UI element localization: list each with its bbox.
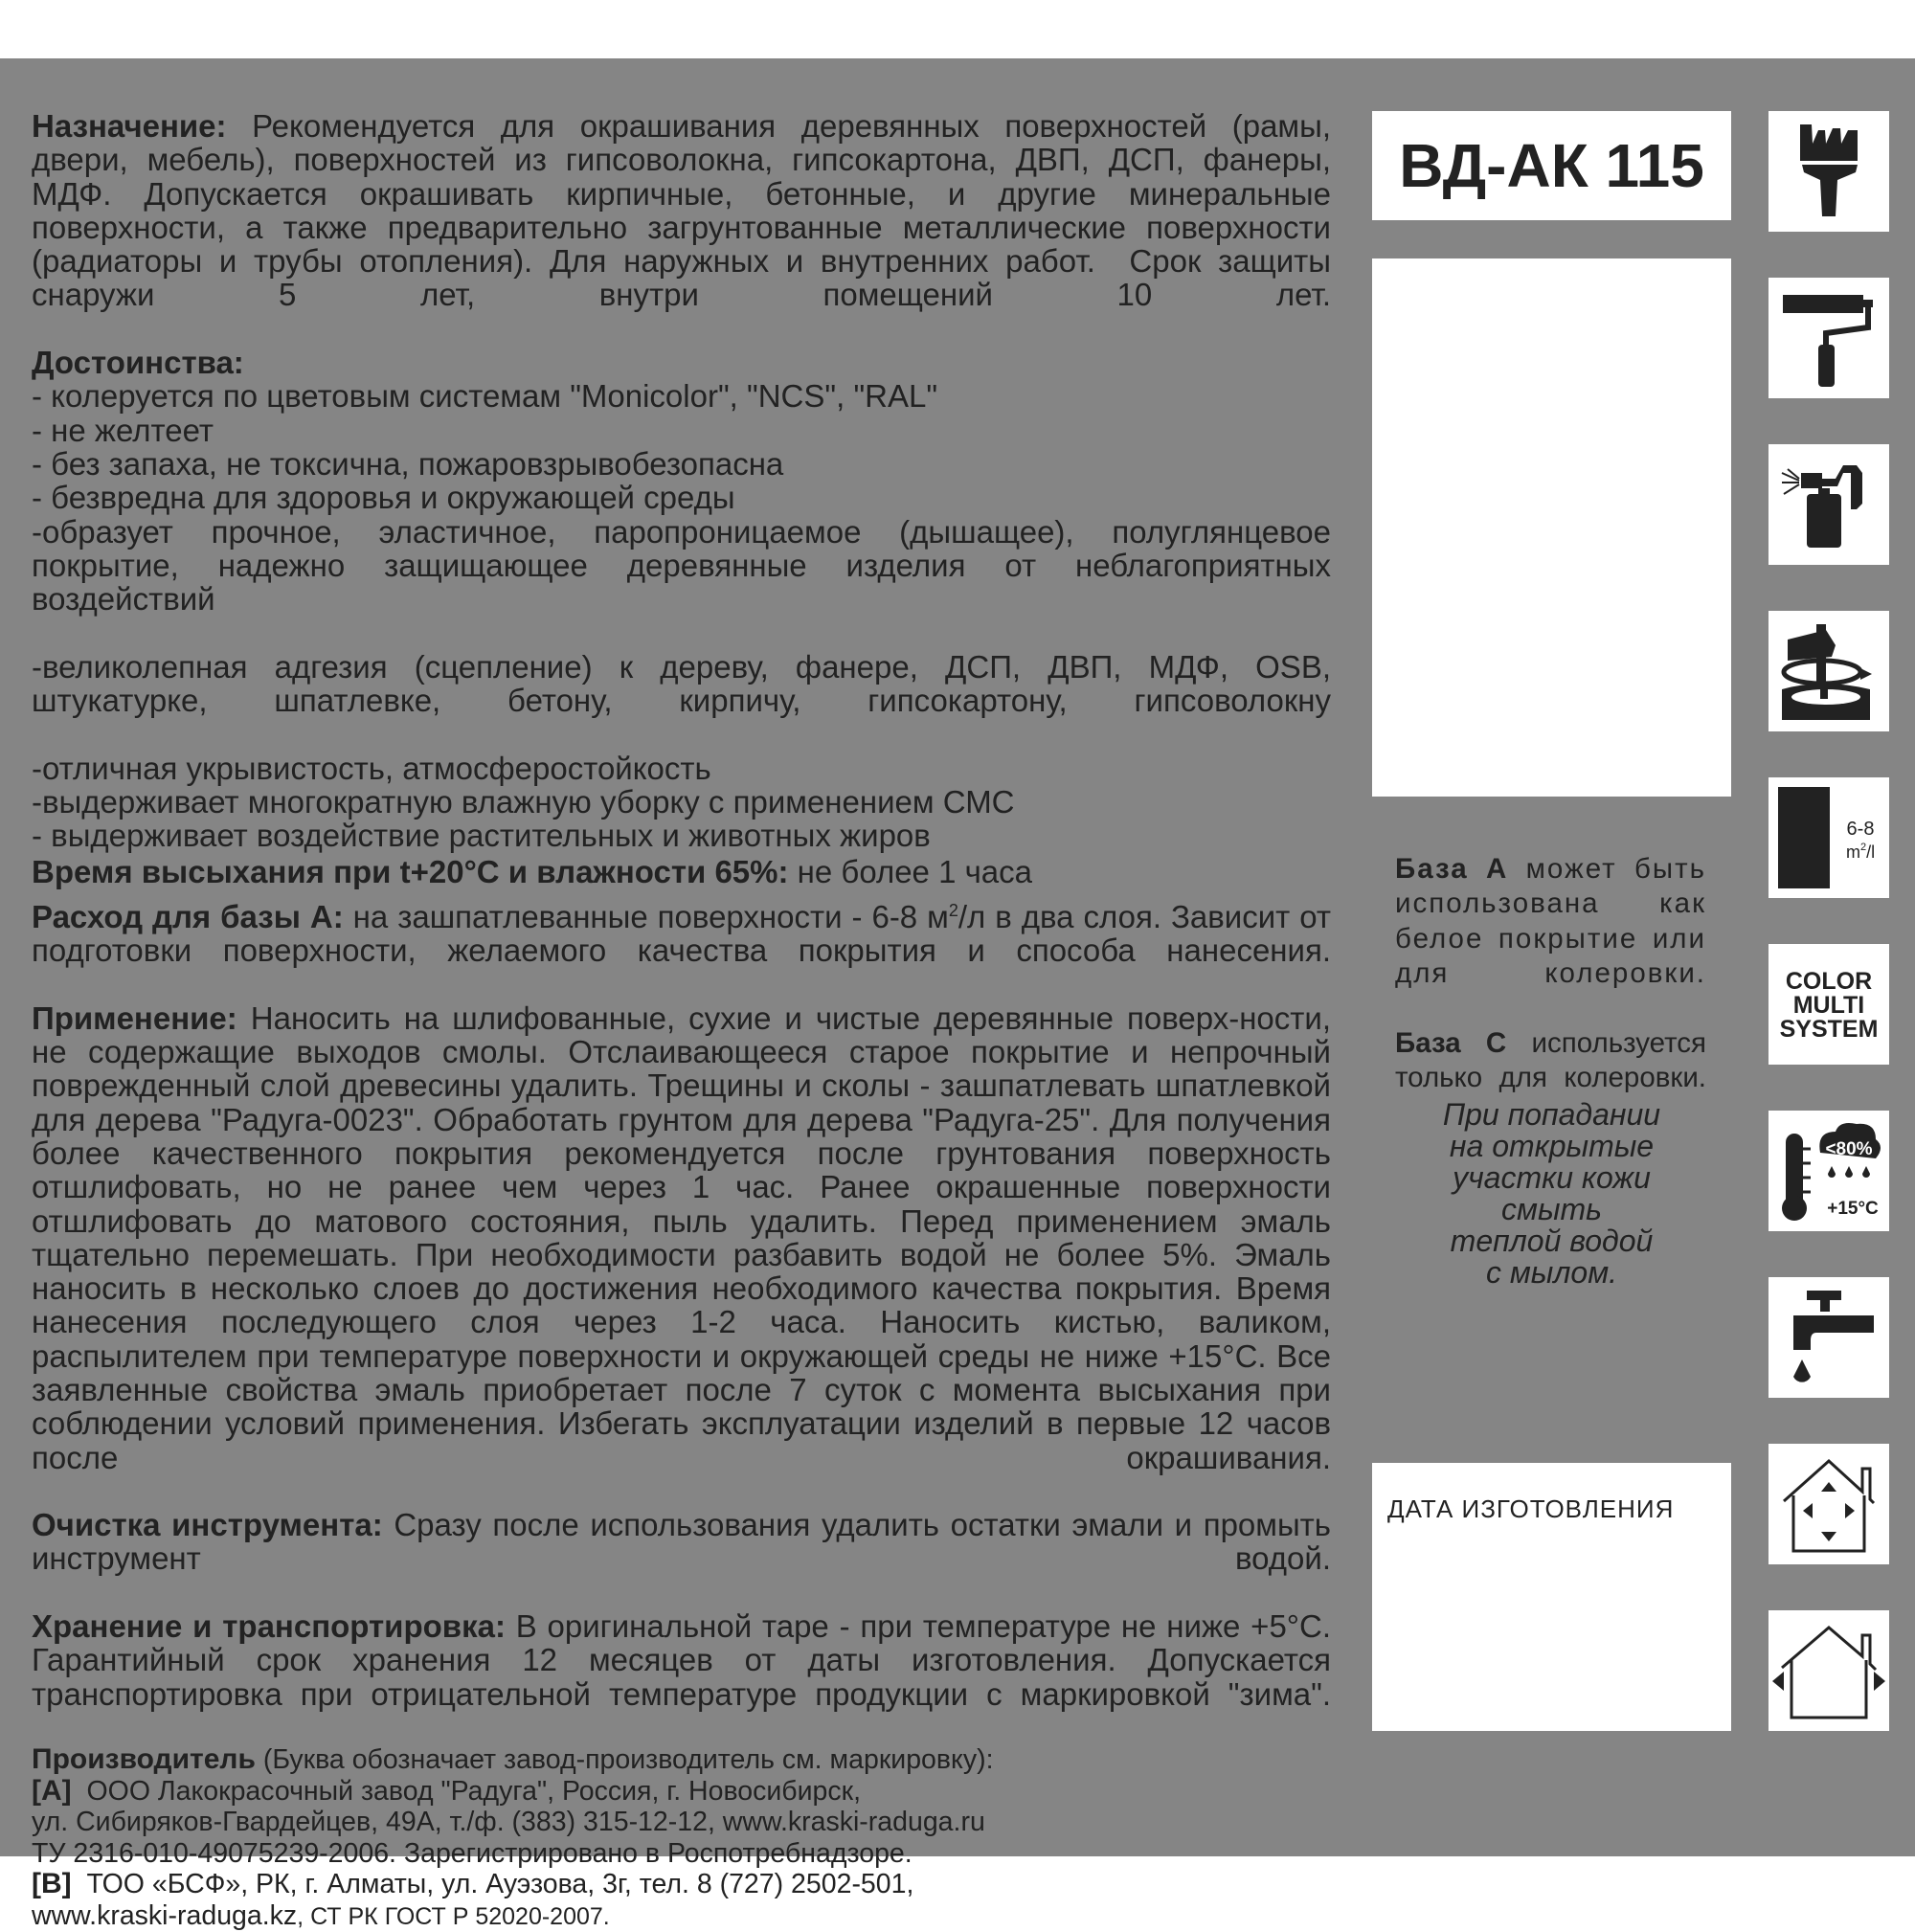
- cleaning-heading: Очистка инструмента:: [32, 1507, 383, 1543]
- production-date-box: [1372, 1463, 1731, 1731]
- skin-note-line: с мылом.: [1485, 1255, 1618, 1290]
- manufacturer-b-name: ТОО «БСФ», РК, г. Алматы, ул. Ауэзова, 3г, тел. 8 (727) 2502-501,: [86, 1869, 914, 1900]
- storage-heading: Хранение и транспортировка:: [32, 1608, 506, 1645]
- advantages-heading: Достоинства:: [32, 345, 244, 381]
- advantage-item: - выдерживает воздействие растительных и животных жиров: [32, 818, 931, 854]
- application-heading: Применение:: [32, 1000, 237, 1036]
- humidity-value: <80%: [1825, 1139, 1873, 1159]
- purpose-section: [32, 109, 1331, 346]
- product-name: ВД-АК 115: [1399, 131, 1704, 200]
- purpose-heading: Назначение:: [32, 108, 227, 144]
- manufacturer-note: (Буква обозначает завод-производитель см. маркировку):: [262, 1744, 994, 1776]
- manufacturer-a-code: [А]: [32, 1774, 72, 1807]
- protection-term: Срок защиты снаружи 5 лет, внутри помещений 10 лет.: [32, 243, 1331, 313]
- cleaning-text: Сразу после использования удалить остатки эмали и промыть инструмент водой.: [32, 1507, 1331, 1577]
- product-description: [32, 109, 1331, 1932]
- brush-icon: [1769, 111, 1889, 232]
- base-c-label: База С: [1395, 1027, 1507, 1060]
- color-system-line: SYSTEM: [1779, 1016, 1879, 1043]
- storage-text: В оригинальной таре - при температуре не ниже +5°С. Гарантийный срок хранения 12 месяцев от даты изготовления. Допускается транспортировка при отрицательной температуре продукции с маркировкой "зима".: [32, 1608, 1331, 1712]
- cleaning-section: [32, 1508, 1331, 1609]
- color-swatch-panel: [1372, 258, 1731, 797]
- drying-text: не более 1 часа: [797, 853, 1032, 889]
- coverage-unit-tail: /l: [1866, 842, 1876, 862]
- manufacturer-b-site: www.kraski-raduga.kz: [32, 1899, 298, 1931]
- advantage-item: -образует прочное, эластичное, паропроницаемое (дышащее), полуглянцевое покрытие, надежно защищающее деревянные изделия от неблагоприятных воздействий: [32, 513, 1331, 618]
- advantage-item: - безвредна для здоровья и окружающей среды: [32, 480, 735, 516]
- skin-note-line: теплой водой: [1450, 1224, 1654, 1258]
- coverage-value: 6-8: [1846, 819, 1875, 840]
- consumption-superscript: 2: [948, 900, 958, 920]
- manufacturer-a-address: ул. Сибиряков-Гвардейцев, 49А, т./ф. (383) 315-12-12, www.kraski-raduga.ru: [32, 1807, 985, 1838]
- stir-icon: [1769, 611, 1889, 731]
- application-text: Наносить на шлифованные, сухие и чистые деревянные поверх-ности, не содержащие выходов смолы. Отслаивающееся старое покрытие и непрочный поврежденный слой древесины удалить. Трещины и сколы - зашпатлевать шпатлевкой для дерева "Радуга-0023". Обработать грунтом для дерева "Радуга-25". Для получения более качественного покрытия рекомендуется после грунтования поверхность отшлифовать, но не ранее чем через 1 час. Ранее окрашенные поверхности отшлифовать до матового состояния, пыль удалить. Перед применением эмаль тщательно перемешать. При необходимости разбавить водой не более 5%. Эмаль наносить в несколько слоев до достижения необходимого качества покрытия. Время нанесения последующего слоя через 1-2 часа. Наносить кистью, валиком, распылителем при температуре поверхности и окружающей среды не ниже +15°С. Все заявленные свойства эмаль приобретает после 7 суток с момента высыхания при соблюдении условий применения. Избегать эксплуатации изделий в первые 12 часов после окрашивания.: [32, 1000, 1331, 1475]
- manufacturer-section: [32, 1744, 1331, 1932]
- product-title: [1372, 111, 1731, 220]
- base-c-text: используется только для колеровки.: [1395, 1027, 1707, 1094]
- coverage-icon: [1769, 777, 1889, 898]
- water-tap-icon: [1769, 1277, 1889, 1398]
- color-multi-system-icon: [1769, 944, 1889, 1065]
- color-system-line: MULTI: [1792, 992, 1865, 1019]
- climate-conditions-icon: [1769, 1111, 1889, 1231]
- production-date-label: ДАТА ИЗГОТОВЛЕНИЯ: [1387, 1494, 1675, 1523]
- consumption-text: на зашпатлеванные поверхности - 6-8 м: [352, 898, 949, 934]
- manufacturer-b-code: [В]: [32, 1868, 72, 1900]
- base-a-label: База А: [1395, 853, 1509, 885]
- consumption-heading: Расход для базы А:: [32, 898, 344, 934]
- indoor-use-icon: [1769, 1444, 1889, 1564]
- advantage-item: - не желтеет: [32, 412, 214, 448]
- advantage-item: -великолепная адгезия (сцепление) к дереву, фанере, ДСП, ДВП, МДФ, OSB, штукатурке, шпатлевке, бетону, кирпичу, гипсокартону, гипсоволокну: [32, 648, 1331, 719]
- manufacturer-a-registration: ТУ 2316-010-49075239-2006. Зарегистрировано в Роспотребнадзоре.: [32, 1837, 912, 1869]
- skin-note-line: смыть: [1501, 1192, 1602, 1226]
- temperature-value: +15°C: [1827, 1199, 1879, 1219]
- manufacturer-b-standard: , СТ РК ГОСТ Р 52020-2007.: [297, 1902, 610, 1930]
- base-a-text: может быть использована как белое покрытие или для колеровки.: [1395, 853, 1706, 990]
- consumption-section: [32, 894, 1331, 1001]
- manufacturer-a-name: ООО Лакокрасочный завод "Радуга", Россия, г. Новосибирск,: [86, 1775, 862, 1807]
- storage-section: [32, 1609, 1331, 1744]
- advantage-item: -выдерживает многократную влажную уборку с применением СМС: [32, 783, 1015, 820]
- svg-text:m2/l: [1846, 842, 1875, 862]
- color-system-line: COLOR: [1785, 968, 1873, 995]
- advantage-item: - без запаха, не токсична, пожаровзрывобезопасна: [32, 445, 784, 482]
- consumption-text-tail: /л в два слоя. Зависит от подготовки поверхности, желаемого качества покрытия и способа нанесения.: [32, 898, 1332, 969]
- purpose-text: Рекомендуется для окрашивания деревянных поверхностей (рамы, двери, мебель), поверхностей из гипсоволокна, гипсокартона, ДВП, ДСП, фанеры, МДФ. Допускается окрашивать кирпичные, бетонные, и другие минеральные поверхности, а также предварительно загрунтованные металлические поверхности (радиаторы и трубы отопления). Для наружных и внутренних работ.: [32, 108, 1331, 280]
- skin-note-line: на открытые: [1449, 1129, 1655, 1163]
- manufacturer-heading: Производитель: [32, 1743, 256, 1776]
- roller-icon: [1769, 278, 1889, 398]
- coverage-unit: m: [1845, 842, 1860, 862]
- spray-gun-icon: [1769, 444, 1889, 565]
- advantage-item: -отличная укрывистость, атмосферостойкость: [32, 750, 711, 786]
- skin-contact-note: [1386, 1099, 1717, 1289]
- outdoor-use-icon: [1769, 1610, 1889, 1731]
- advantage-item: - колеруется по цветовым системам "Monicolor", "NCS", "RAL": [32, 378, 938, 415]
- application-section: [32, 1001, 1331, 1508]
- drying-heading: Время высыхания при t+20°C и влажности 65%:: [32, 853, 789, 889]
- coverage-unit-sup: 2: [1859, 842, 1867, 853]
- skin-note-line: участки кожи: [1453, 1160, 1651, 1195]
- skin-note-line: При попадании: [1442, 1097, 1661, 1132]
- drying-section: [32, 855, 1331, 888]
